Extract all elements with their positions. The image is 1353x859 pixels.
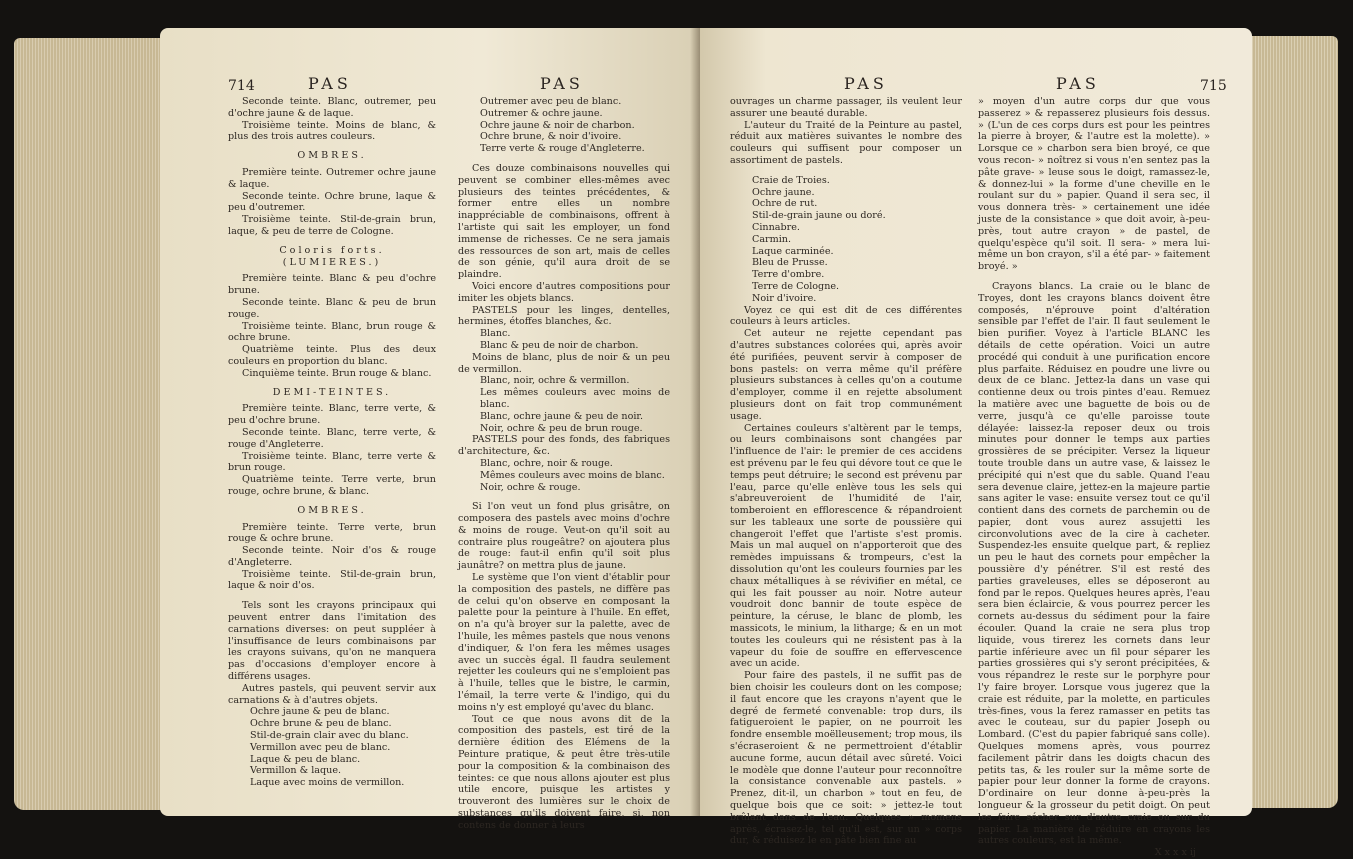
- paragraph: Tout ce que nous avons dit de la composition des pastels, est tiré de la dernière édition des Elémens de la Peinture pratique, & peut être très-utile pour la composition & la combinaison des teintes: ce que nous allons ajouter est plus utile encore, puisque les artistes y trouveront des lumières sur le choix de substances qu'ils doivent faire, si, non contens de donner à leurs: [458, 713, 670, 831]
- list-item: Blanc, ochre jaune & peu de noir.: [480, 410, 644, 422]
- list-item: Craie de Troies.: [752, 174, 830, 186]
- paragraph: Seconde teinte. Noir d'os & rouge d'Angleterre.: [228, 545, 436, 568]
- section-heading: OMBRES.: [297, 150, 367, 162]
- paragraph: Première teinte. Outremer ochre jaune & laque.: [228, 166, 436, 190]
- paragraph: X x x x ij: [1154, 847, 1196, 859]
- list-item: Noir, ochre & peu de brun rouge.: [480, 422, 643, 434]
- paragraph: Voici encore d'autres compositions pour imiter les objets blancs.: [458, 280, 670, 304]
- section-heading: Coloris forts. (LUMIERES.): [279, 244, 385, 268]
- spacer: [458, 493, 670, 501]
- paragraph: » moyen d'un autre corps dur que vous passerez » & repasserez plusieurs fois dessus. » (L'un de ces corps durs est pour les peintres la pierre à broyer, & l'autre est la molette). » Lorsque ce » charbon sera bien broyé, ce que vous recon- » noîtrez si vous n'en sentez pas la pâte grave- » leuse sous le doigt, ramassez-le, & donnez-lui » la forme d'une cheville en le roulant sur du » papier. Quand il sera sec, il vous donnera très- » certainement une idée juste de la consistance » que doit avoir, à-peu-près, tout autre crayon » de pastel, de quelqu'espèce qu'il soit. Il sera- » mera lui-même un bon crayon, s'il a été par- » faitement broyé. »: [978, 96, 1210, 273]
- list-item: Ochre jaune.: [752, 186, 815, 198]
- right-page: [700, 28, 1252, 859]
- paragraph: Cet auteur ne rejette cependant pas d'autres substances colorées qui, après avoir été purifiées, peuvent servir à composer de bons pastels: on verra même qu'il préfère plusieurs substances à celles qu'on a coutume d'employer, comme il en rejette absolument plusieurs dont on fait trop communément usage.: [730, 328, 962, 422]
- paragraph: Seconde teinte. Blanc & peu de brun rouge.: [228, 296, 436, 320]
- paragraph: Tels sont les crayons principaux qui peuvent entrer dans l'imitation des carnations diverses: on peut suppléer à l'insuffisance de leurs combinaisons par les crayons suivans, qu'on ne manquera pas d'occasions d'employer encore à différens usages.: [228, 600, 436, 683]
- paragraph: Cinquième teinte. Brun rouge & blanc.: [242, 367, 432, 379]
- spacer: [228, 592, 436, 600]
- section-heading: OMBRES.: [297, 504, 367, 516]
- list-item: Terre de Cologne.: [752, 280, 840, 292]
- spacer: [978, 273, 1210, 281]
- paragraph: Pour faire des pastels, il ne suffit pas de bien choisir les couleurs dont on les compose; il faut encore que les crayons n'ayent que le degré de fermeté convenable: trop durs, ils fatigueroient le papier, on ne pourroit les fondre ensemble moëlleusement; trop mous, ils s'écraseroient & ne permettroient d'établir aucune forme, aucun détail avec sûreté. Voici le modèle que donne l'auteur pour reconnoître la consistance convenable aux pastels. » Prenez, dit-il, un charbon » tout en feu, de quelque bois que ce soit: » jettez-le tout brûlant dans de l'eau. Quelques » momens après, écrasez-le, tel qu'il est, sur un » corps dur, & réduisez le en pâte bien fine au: [730, 670, 962, 847]
- paragraph: Troisième teinte. Blanc, brun rouge & ochre brune.: [228, 320, 436, 344]
- paragraph: Troisième teinte. Stil-de-grain brun, laque & noir d'os.: [228, 568, 436, 592]
- left-column-2: [458, 96, 670, 832]
- section-heading: DEMI-TEINTES.: [272, 386, 392, 398]
- list-item: Blanc.: [480, 328, 511, 340]
- right-running-head-2: PAS: [1056, 74, 1100, 93]
- list-item: Stil-de-grain clair avec du blanc.: [250, 730, 409, 742]
- paragraph: Première teinte. Blanc & peu d'ochre brune.: [228, 273, 436, 297]
- paragraph: ouvrages un charme passager, ils veulent leur assurer une beauté durable.: [730, 96, 962, 119]
- paragraph: Le système que l'on vient d'établir pour la composition des pastels, ne diffère pas de celui qu'on observe en composant la palette pour la peinture à l'huile. En effet, on n'a qu'à broyer sur la palette, avec de l'huile, les mêmes pastels que nous venons d'indiquer, & l'on fera les mêmes usages avec un succès égal. Il faudra seulement rejetter les couleurs qui ne s'emploient pas à l'huile, telles que le bistre, le carmin, l'émail, la terre verte & l'indigo, qui du moins n'y est employé qu'avec du blanc.: [458, 572, 670, 713]
- paragraph: Moins de blanc, plus de noir & un peu de vermillon.: [458, 351, 670, 375]
- list-item: Les mêmes couleurs avec moins de blanc.: [480, 387, 670, 410]
- list-item: Terre verte & rouge d'Angleterre.: [480, 143, 645, 155]
- spacer: [730, 167, 962, 175]
- list-item: Noir, ochre & rouge.: [480, 481, 581, 493]
- list-item: Ochre de rut.: [752, 198, 818, 210]
- paragraph: Troisième teinte. Stil-de-grain brun, laque, & peu de terre de Cologne.: [228, 214, 436, 237]
- paragraph: Ces douze combinaisons nouvelles qui peuvent se combiner elles-mêmes avec plusieurs des teintes précédentes, & former entre elles un nombre inappréciable de combinaisons, offrent à l'artiste qui sait les employer, un fond immense de richesses. Ce ne sera jamais des ressources de son art, mais de celles de son génie, qu'il aura droit de se plaindre.: [458, 162, 670, 281]
- list-item: Mêmes couleurs avec moins de blanc.: [480, 469, 665, 481]
- list-item: Ochre jaune & noir de charbon.: [480, 119, 635, 131]
- list-item: Vermillon & laque.: [250, 765, 342, 777]
- list-item: Ochre brune & peu de blanc.: [250, 718, 392, 730]
- paragraph: Seconde teinte. Ochre brune, laque & peu d'outremer.: [228, 190, 436, 214]
- list-item: Cinnabre.: [752, 221, 800, 233]
- right-running-head-1: PAS: [844, 74, 888, 93]
- paragraph: Quatrième teinte. Terre verte, brun rouge, ochre brune, & blanc.: [228, 474, 436, 497]
- left-running-head-1: PAS: [308, 74, 352, 93]
- left-column-1: [228, 96, 436, 789]
- list-item: Ochre jaune & peu de blanc.: [250, 706, 390, 718]
- right-page-number: 715: [1200, 78, 1227, 94]
- list-item: Bleu de Prusse.: [752, 257, 828, 269]
- list-item: Vermillon avec peu de blanc.: [250, 741, 391, 753]
- left-page: [160, 28, 700, 831]
- paragraph: Certaines couleurs s'altèrent par le temps, ou leurs combinaisons sont changées par l'influence de l'air: le premier de ces accidens est prévenu par le feu qui dévore tout ce que le temps peut détruire; le second est prévenu par l'eau, parce qu'elle enlève tous les sels qui s'abreuveroient de l'humidité de l'air, tomberoient en efflorescence & répandroient sur les tableaux une sorte de poussière qui changeroit l'effet que l'artiste s'est promis. Mais un mal auquel on n'apporteroit que des remèdes impuissans & trompeurs, c'est la dissolution qu'ont les couleurs fournies par les chaux métalliques à se révivifier en métal, ce qui les fait pousser au noir. Notre auteur voudroit donc bannir de toute espèce de peinture, la céruse, le blanc de plomb, les massicots, le minium, la litharge; & en un mot toutes les couleurs qui ne résistent pas à la vapeur du foie de souffre en effervescence avec un acide.: [730, 422, 962, 670]
- list-item: Ochre brune, & noir d'ivoire.: [480, 131, 622, 143]
- list-item: Laque avec moins de vermillon.: [250, 777, 405, 789]
- paragraph: Si l'on veut un fond plus grisâtre, on composera des pastels avec moins d'ochre & moins de rouge. Veut-on qu'il soit au contraire plus rougeâtre? on ajoutera plus de rouge: faut-il enfin qu'il soit plus jaunâtre? on mettra plus de jaune.: [458, 501, 670, 572]
- paragraph: PASTELS pour des fonds, des fabriques d'architecture, &c.: [458, 434, 670, 458]
- spacer: [458, 155, 670, 163]
- list-item: Stil-de-grain jaune ou doré.: [752, 210, 886, 222]
- paragraph: Première teinte. Blanc, terre verte, & peu d'ochre brune.: [228, 403, 436, 427]
- paragraph: Troisième teinte. Moins de blanc, & plus des trois autres couleurs.: [228, 119, 436, 143]
- list-item: Carmin.: [752, 233, 792, 245]
- paragraph: PASTELS pour les linges, dentelles, hermines, étoffes blanches, &c.: [458, 304, 670, 328]
- paragraph: Autres pastels, qui peuvent servir aux carnations & à d'autres objets.: [228, 682, 436, 706]
- paragraph: Seconde teinte. Blanc, outremer, peu d'ochre jaune & de laque.: [228, 96, 436, 119]
- list-item: Blanc, ochre, noir & rouge.: [480, 457, 613, 469]
- list-item: Noir d'ivoire.: [752, 292, 817, 304]
- paragraph: Voyez ce qui est dit de ces différentes couleurs à leurs articles.: [730, 304, 962, 328]
- paragraph: Première teinte. Terre verte, brun rouge & ochre brune.: [228, 521, 436, 545]
- list-item: Blanc & peu de noir de charbon.: [480, 339, 639, 351]
- list-item: Blanc, noir, ochre & vermillon.: [480, 375, 630, 387]
- list-item: Outremer avec peu de blanc.: [480, 96, 622, 107]
- left-running-head-2: PAS: [540, 74, 584, 93]
- paragraph: Troisième teinte. Blanc, terre verte & brun rouge.: [228, 450, 436, 474]
- list-item: Laque carminée.: [752, 245, 834, 257]
- paragraph: L'auteur du Traité de la Peinture au pastel, réduit aux matières suivantes le nombre des couleurs qui suffisent pour composer un assortiment de pastels.: [730, 119, 962, 166]
- list-item: Laque & peu de blanc.: [250, 753, 361, 765]
- paragraph: Seconde teinte. Blanc, terre verte, & rouge d'Angleterre.: [228, 426, 436, 450]
- right-column-2: [978, 96, 1210, 859]
- left-page-edges: [14, 38, 164, 810]
- list-item: Terre d'ombre.: [752, 269, 825, 281]
- left-page-number: 714: [228, 78, 255, 94]
- paragraph: Quatrième teinte. Plus des deux couleurs en proportion du blanc.: [228, 344, 436, 367]
- paragraph: Crayons blancs. La craie ou le blanc de Troyes, dont les crayons blancs doivent être composés, n'éprouve point d'altération sensible par l'effet de l'air. Il faut seulement le bien purifier. Voyez à l'article BLANC les détails de cette opération. Voici un autre procédé qui conduit à une purification encore plus parfaite. Réduisez en poudre une livre ou deux de ce blanc. Jettez-la dans un vase qui contienne deux ou trois pintes d'eau. Remuez la matière avec une baguette de bois ou de verre, jusqu'à ce qu'elle paroisse toute délayée: laissez-la reposer deux ou trois minutes pour donner le temps aux parties grossières de se précipiter. Versez la liqueur toute trouble dans un autre vase, & laissez le précipité qui n'est que du sable. Quand l'eau sera devenue claire, jettez-en la majeure partie sans agiter le vase: ensuite versez tout ce qu'il contient dans des cornets de parchemin ou de papier, dont vous aurez assujetti les circonvolutions avec de la cire à cacheter. Suspendez-les ensuite quelque part, & repliez un peu le haut des cornets pour empêcher la poussière d'y pénétrer. S'il est resté des parties graveleuses, elles se déposeront au fond par le repos. Quelques heures après, l'eau sera bien éclaircie, & vous pourrez percer les cornets au-dessus du sédiment pour la faire écouler. Quand la craie ne sera plus trop liquide, vous tirerez les cornets dans leur partie inférieure avec un fil pour séparer les parties grossières qui s'y seront précipitées, & vous répandrez le reste sur le porphyre pour l'y faire broyer. Lorsque vous jugerez que la craie est réduite, par la molette, en particules très-fines, vous la ferez ramasser en petits tas avec le couteau, sur du papier Joseph ou Lombard. (C'est du papier fabriqué sans colle). Quelques momens après, vous pourrez facilement pâtrir dans les doigts chacun des petits tas, & les rouler sur la même sorte de papier pour leur donner la forme de crayons. D'ordinaire on leur donne à-peu-près la longueur & la grosseur du petit doigt. On peut les faire sécher sur d'autre craie ou sur du papier. La manière de réduire en crayons les autres couleurs, est la même.: [978, 280, 1210, 847]
- list-item: Outremer & ochre jaune.: [480, 107, 603, 119]
- right-column-1: [730, 96, 962, 847]
